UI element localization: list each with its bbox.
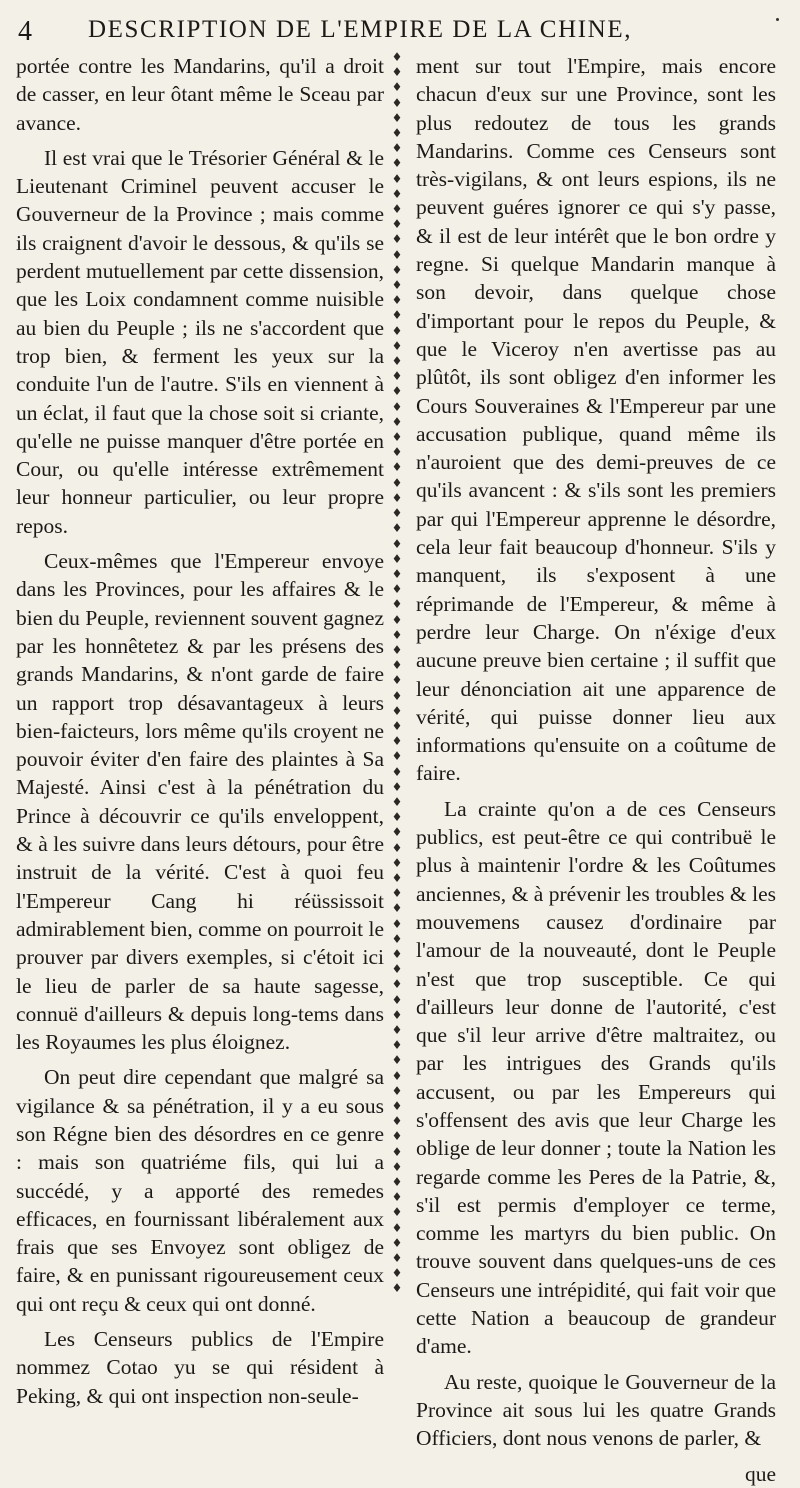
ornament-glyph: ♦ [391, 901, 403, 916]
page-header [12, 10, 772, 50]
ornament-glyph: ♦ [391, 65, 403, 80]
ornament-glyph: ♦ [391, 414, 403, 429]
ornament-glyph: ♦ [391, 1083, 403, 1098]
ornament-glyph: ♦ [391, 50, 403, 64]
ornament-glyph: ♦ [391, 946, 403, 961]
left-column [16, 52, 384, 1408]
page-number: 4 [18, 16, 32, 47]
ornament-glyph: ♦ [391, 1175, 403, 1190]
ornament-glyph: ♦ [391, 338, 403, 353]
ornament-glyph: ♦ [391, 156, 403, 171]
catchword-line [416, 1460, 776, 1488]
ornament-glyph: ♦ [391, 110, 403, 125]
ornament-glyph: ♦ [391, 582, 403, 597]
ornament-glyph: ♦ [391, 1159, 403, 1174]
ornament-glyph: ♦ [391, 1281, 403, 1296]
ornament-glyph: ♦ [391, 506, 403, 521]
ornament-glyph: ♦ [391, 825, 403, 840]
ornament-glyph: ♦ [391, 1266, 403, 1281]
ornament-glyph: ♦ [391, 536, 403, 551]
ornament-glyph: ♦ [391, 141, 403, 156]
ornament-glyph: ♦ [391, 840, 403, 855]
paragraph: ment sur tout l'Empire, mais encore chacun d'eux sur une Province, sont les plus redoutez de tous les grands Mandarins. Comme ces Censeurs sont très-vigilans, & ont leurs espions, ils ne peuvent guéres ignorer ce qui s'y passe, & il est de leur intérêt que le bon ordre y regne. Si quelque Mandarin manque à son devoir, dans quelque chose d'important pour le repos du Peuple, & que le Viceroy n'en avertisse pas au plûtôt, ils sont obligez d'en informer les Cours Souveraines & l'Empereur par une accusation publique, quand même ils n'auroient que des demi-preuves de ce qu'ils avancent : & s'ils sont les premiers par qui l'Empereur apprenne le désordre, cela leur fait beaucoup d'honneur. S'ils y manquent, ils s'exposent à une réprimande de l'Empereur, & même à perdre leur Charge. On n'éxige d'eux aucune preuve bien certaine ; il suffit que leur dénonciation ait une apparence de vérité, qui puisse donner lieu aux informations qu'ensuite on a coûtume de faire. [416, 54, 776, 786]
paragraph: Au reste, quoique le Gouverneur de la Province ait sous lui les quatre Grands Officiers, dont nous venons de parler, & [416, 1369, 776, 1451]
ornament-glyph: ♦ [391, 308, 403, 323]
ornament-glyph: ♦ [391, 931, 403, 946]
paragraph: Il est vrai que le Trésorier Général & le Lieutenant Criminel peuvent accuser le Gouverneur de la Province ; mais comme ils craignent d'avoir le dessous, & qu'ils se perdent mutuellement par cette dissension, que les Loix condamnent comme nuisible au bien du Peuple ; ils ne s'accordent que trop bien, & ferment les yeux sur la conduite l'un de l'autre. S'ils en viennent à un éclat, il faut que la chose soit si criante, qu'elle ne puisse manquer d'être portée en Cour, ou qu'elle intéresse extrêmement leur honneur particulier, ou leur propre repos. [16, 145, 384, 538]
ornament-glyph: ♦ [391, 262, 403, 277]
paragraph: Ceux-mêmes que l'Empereur envoye dans les Provinces, pour les affaires & le bien du Peuple, reviennent souvent gagnez par les honnêtetez & par les présens des grands Mandarins, & n'ont garde de faire un rapport trop désavantageux à leurs bien-faicteurs, lors même qu'ils croyent ne pouvoir éviter d'en faire des plaintes à Sa Majesté. Ainsi c'est à la pénétration du Prince à découvrir ce qu'ils enveloppent, & à les suivre dans leurs détours, pour être instruit de la vérité. C'est à quoi feu l'Empereur Cang hi réüssissoit admirablement bien, comme on pourroit le prouver par divers exemples, si c'étoit ici le lieu de parler de sa haute sagesse, connuë d'ailleurs & depuis long-tems dans les Royaumes les plus éloignez. [16, 549, 384, 1055]
ornament-glyph: ♦ [391, 232, 403, 247]
ornament-glyph: ♦ [391, 703, 403, 718]
ornament-glyph: ♦ [391, 323, 403, 338]
ornament-glyph: ♦ [391, 445, 403, 460]
ornament-glyph: ♦ [391, 1205, 403, 1220]
ornament-glyph: ♦ [391, 718, 403, 733]
right-column [416, 52, 776, 1486]
ornament-glyph: ♦ [391, 490, 403, 505]
ornament-glyph: ♦ [391, 95, 403, 110]
ornament-glyph: ♦ [391, 870, 403, 885]
ornament-glyph: ♦ [391, 642, 403, 657]
ornament-glyph: ♦ [391, 369, 403, 384]
ornament-glyph: ♦ [391, 1007, 403, 1022]
ornament-glyph: ♦ [391, 734, 403, 749]
ornament-glyph: ♦ [391, 597, 403, 612]
ornament-glyph: ♦ [391, 521, 403, 536]
ornament-glyph: ♦ [391, 1251, 403, 1266]
ornament-glyph: ♦ [391, 1235, 403, 1250]
ornament-glyph: ♦ [391, 247, 403, 262]
ornament-glyph: ♦ [391, 658, 403, 673]
ink-speck [776, 18, 779, 21]
ornament-glyph: ♦ [391, 354, 403, 369]
ornament-glyph: ♦ [391, 1068, 403, 1083]
ornament-glyph: ♦ [391, 962, 403, 977]
ornament-glyph: ♦ [391, 992, 403, 1007]
ornament-glyph: ♦ [391, 688, 403, 703]
ornament-glyph: ♦ [391, 886, 403, 901]
ornament-glyph: ♦ [391, 566, 403, 581]
ornament-glyph: ♦ [391, 749, 403, 764]
ornament-glyph: ♦ [391, 80, 403, 95]
ornament-glyph: ♦ [391, 673, 403, 688]
ornament-glyph: ♦ [391, 794, 403, 809]
ornament-glyph: ♦ [391, 977, 403, 992]
ornament-glyph: ♦ [391, 1190, 403, 1205]
paragraph: On peut dire cependant que malgré sa vigilance & sa pénétration, il y a eu sous son Régne bien des désordres en ce genre : mais son quatriéme fils, qui lui a succédé, y a apporté des remedes efficaces, en fournissant libéralement aux frais que ses Envoyez sont obligez de faire, & en punissant rigoureusement ceux qui ont reçu & ceux qui ont donné. [16, 1065, 384, 1316]
ornament-glyph: ♦ [391, 1099, 403, 1114]
ornament-glyph: ♦ [391, 810, 403, 825]
ornament-glyph: ♦ [391, 384, 403, 399]
paragraph: Les Censeurs publics de l'Empire nommez Cotao yu se qui résident à Peking, & qui ont inspection non-seule- [16, 1327, 384, 1408]
ornament-glyph: ♦ [391, 1144, 403, 1159]
ornament-glyph: ♦ [391, 1114, 403, 1129]
column-ornament-divider [385, 50, 409, 1314]
ornament-glyph: ♦ [391, 916, 403, 931]
ornament-glyph: ♦ [391, 475, 403, 490]
paragraph: La crainte qu'on a de ces Censeurs publics, est peut-être ce qui contribuë le plus à maintenir l'ordre & les Coûtumes anciennes, & à prévenir les troubles & les mouvemens causez d'ordinaire par l'amour de la nouveauté, dont le Peuple n'est que trop susceptible. Ce qui d'ailleurs leur donne de l'autorité, c'est que s'il leur arrive d'être maltraitez, ou par les intrigues des Grands qu'ils accusent, ou par les Empereurs qui s'offensent des avis que leur Charge les oblige de leur donner ; toute la Nation les regarde comme les Peres de la Patrie, &, s'il est permis d'employer ce terme, comme les martyrs du bien public. On trouve souvent dans quelques-uns de ces Censeurs une intrépidité, qui fait voir que cette Nation a beaucoup de grandeur d'ame. [416, 796, 776, 1359]
ornament-glyph: ♦ [391, 627, 403, 642]
ornament-glyph: ♦ [391, 186, 403, 201]
ornament-glyph: ♦ [391, 217, 403, 232]
ornament-glyph: ♦ [391, 1220, 403, 1235]
ornament-glyph: ♦ [391, 551, 403, 566]
paragraph: portée contre les Mandarins, qu'il a droit de casser, en leur ôtant même le Sceau par avance. [16, 54, 384, 135]
ornament-glyph: ♦ [391, 399, 403, 414]
running-title: DESCRIPTION DE L'EMPIRE DE LA CHINE, [88, 16, 633, 43]
ornament-glyph: ♦ [391, 278, 403, 293]
ornament-glyph: ♦ [391, 1053, 403, 1068]
ornament-glyph: ♦ [391, 1038, 403, 1053]
ornament-glyph: ♦ [391, 460, 403, 475]
ornament-glyph: ♦ [391, 202, 403, 217]
ornament-glyph: ♦ [391, 764, 403, 779]
ornament-glyph: ♦ [391, 612, 403, 627]
ornament-glyph: ♦ [391, 430, 403, 445]
ornament-glyph: ♦ [391, 126, 403, 141]
ornament-glyph: ♦ [391, 779, 403, 794]
ornament-glyph: ♦ [391, 1023, 403, 1037]
ornament-glyph: ♦ [391, 1129, 403, 1144]
ornament-glyph: ♦ [391, 171, 403, 186]
catchword: que [744, 1461, 776, 1486]
ornament-glyph: ♦ [391, 293, 403, 308]
ornament-glyph: ♦ [391, 855, 403, 870]
